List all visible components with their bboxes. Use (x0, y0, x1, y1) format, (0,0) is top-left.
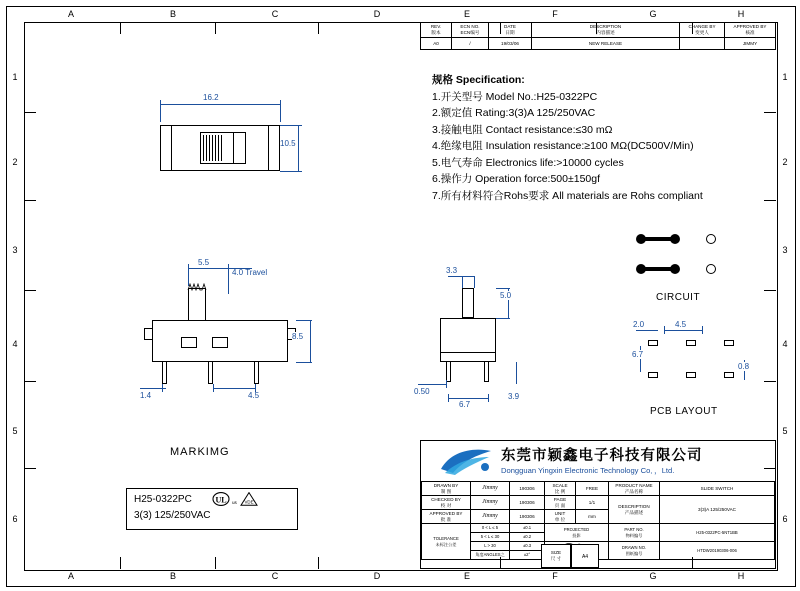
table-row (421, 38, 776, 50)
rev-cell-desc: NEW RELEASE (532, 38, 680, 50)
col-header-g-bottom: G (649, 571, 657, 581)
col-header-b: B (169, 9, 176, 19)
col-header-h: H (737, 9, 745, 19)
svg-text:VDE: VDE (244, 499, 254, 505)
pcb-pad-1 (648, 340, 658, 346)
col-header-g: G (649, 9, 657, 19)
side-view-terminal-2 (484, 362, 489, 382)
front-view-ear-left (144, 328, 152, 340)
side-view-dim-5-0: 5.0 (500, 291, 512, 300)
side-view-actuator (462, 288, 474, 318)
front-view-terminal-3 (254, 362, 259, 384)
rev-h-rev: REV. 版本 (421, 23, 452, 38)
col-header-b-bottom: B (169, 571, 176, 581)
tb-part-no-value: H25-0322PC-5NT1BB (660, 524, 775, 542)
pcb-pad-4 (648, 372, 658, 378)
row-header-5: 5 (12, 426, 18, 436)
tb-tol-value-1: ±0.1 (510, 524, 545, 533)
side-view-terminal-1 (446, 362, 451, 382)
rev-h-approved: APPROVED BY 核准 (725, 23, 776, 38)
col-header-e-bottom: E (463, 571, 470, 581)
tb-description-label: DESCRIPTION 产品描述 (609, 496, 660, 524)
spec-item-6: 6.操作力 Operation force:500±150gf (432, 173, 601, 186)
revision-table (420, 22, 776, 50)
pcb-layout-title: PCB LAYOUT (650, 406, 718, 417)
svg-text:us: us (232, 500, 237, 505)
front-view-travel-label: 4.0 Travel (232, 268, 268, 277)
tb-product-name-value: SLIDE SWITCH (660, 482, 775, 496)
side-view-dim-0-50: 0.50 (414, 387, 430, 396)
front-view-window-left (181, 337, 197, 348)
rev-cell-change (680, 38, 725, 50)
pcb-pad-6 (724, 372, 734, 378)
side-view-dim-6-7: 6.7 (459, 400, 471, 409)
row-header-1-right: 1 (782, 72, 788, 82)
tb-approved-by-sig: Jimmy (471, 510, 510, 524)
pcb-pad-3 (724, 340, 734, 346)
front-view-dim-1-4: 1.4 (140, 391, 152, 400)
spec-item-5: 5.电气寿命 Electronics life:>10000 cycles (432, 156, 624, 169)
tb-approved-by-date: 190306 (510, 510, 545, 524)
marking-line-2: 3(3) 125/250VAC (134, 510, 211, 521)
tb-approved-by-label: APPROVED BY 批 准 (422, 510, 471, 524)
spec-item-7: 7.所有材料符合Rohs要求 All materials are Rohs compliant (432, 190, 703, 203)
row-header-5-right: 5 (782, 426, 788, 436)
circuit-contact-open-1 (706, 234, 716, 244)
front-view-terminal-1 (162, 362, 167, 384)
pcb-pad-5 (686, 372, 696, 378)
spec-item-3: 3.接触电阻 Contact resistance:≤30 mΩ (432, 123, 613, 136)
pcb-dim-6-7: 6.7 (632, 350, 644, 359)
tb-tol-range-2: 5 < L ≤ 30 (471, 533, 510, 542)
row-header-3-right: 3 (782, 245, 788, 255)
knurl-icon (187, 283, 209, 291)
row-header-1: 1 (12, 72, 18, 82)
row-header-4-right: 4 (782, 339, 788, 349)
spec-title: 规格 Specification: (432, 74, 525, 86)
tb-drawn-by-sig: Jimmy (471, 482, 510, 496)
tb-size-label: SIZE 尺 寸 (541, 544, 571, 568)
tb-drawn-by-label: DRAWN BY 制 图 (422, 482, 471, 496)
col-header-d: D (373, 9, 381, 19)
col-header-c: C (271, 9, 279, 19)
svg-text:UL: UL (215, 495, 227, 505)
tb-product-name-label: PRODUCT NAME 产品名称 (609, 482, 660, 496)
tb-unit-label: UNIT 单 位 (545, 510, 576, 524)
tb-size-value: A4 (571, 544, 599, 568)
spec-item-1: 1.开关型号 Model No.:H25-0322PC (432, 90, 598, 103)
pcb-dim-2-0: 2.0 (633, 320, 645, 329)
front-view-dim-8-5: 8.5 (292, 332, 304, 341)
row-header-2: 2 (12, 157, 18, 167)
tb-drawing-no-label: DRAWN NO. 图纸编号 (609, 542, 660, 560)
front-view-actuator (188, 288, 206, 320)
tb-projected-label: PROJECTED 投影 (545, 524, 609, 542)
rev-cell-ecn: / (452, 38, 489, 50)
ul-icon (212, 492, 238, 506)
col-header-f: F (552, 9, 558, 19)
company-name-en: Dongguan Yingxin Electronic Technology Co．，Ltd. (501, 466, 675, 475)
row-header-4: 4 (12, 339, 18, 349)
spec-item-4: 4.绝缘电阻 Insulation resistance:≥100 MΩ(DC500V/Min) (432, 140, 694, 153)
front-view-window-right (212, 337, 228, 348)
tb-drawing-no-value: HTDW20190306-006 (660, 542, 775, 560)
spec-item-2: 2.额定值 Rating:3(3)A 125/250VAC (432, 107, 596, 120)
col-header-c-bottom: C (271, 571, 279, 581)
tb-checked-by-label: CHECKED BY 校 对 (422, 496, 471, 510)
company-title-block (420, 440, 776, 569)
col-header-d-bottom: D (373, 571, 381, 581)
front-view-dim-4-5: 4.5 (248, 391, 260, 400)
tb-checked-by-sig: Jimmy (471, 496, 510, 510)
front-view-terminal-2 (208, 362, 213, 384)
rev-cell-approved: JIMMY (725, 38, 776, 50)
col-header-a-bottom: A (67, 571, 74, 581)
tb-tol-value-2: ±0.2 (510, 533, 545, 542)
rev-h-date: DATE 日期 (489, 23, 532, 38)
circuit-contact-filled-2 (670, 234, 680, 244)
tb-part-no-label: PART NO. 物料编号 (609, 524, 660, 542)
company-name-cn: 东莞市颖鑫电子科技有限公司 (501, 448, 703, 464)
side-view-dim-3-9: 3.9 (508, 392, 520, 401)
row-header-6-right: 6 (782, 514, 788, 524)
rev-h-ecn: ECN NO. ECN编号 (452, 23, 489, 38)
tb-tol-value-3: ±0.3 (510, 542, 545, 551)
tb-tolerance-label: TOLERANCE 未标注公差 (422, 524, 471, 560)
side-view-dim-3-3: 3.3 (446, 266, 458, 275)
col-header-a: A (67, 9, 74, 19)
pcb-dim-4-5: 4.5 (675, 320, 687, 329)
marking-line-1: H25-0322PC (134, 494, 192, 505)
col-header-h-bottom: H (737, 571, 745, 581)
row-header-6: 6 (12, 514, 18, 524)
top-view-width-label: 16.2 (203, 93, 219, 102)
row-header-2-right: 2 (782, 157, 788, 167)
company-logo-icon (437, 445, 495, 477)
col-header-f-bottom: F (552, 571, 558, 581)
tb-unit-value: mm (576, 510, 609, 524)
circuit-contact-filled-4 (670, 264, 680, 274)
tb-scale-value: FREE (576, 482, 609, 496)
company-header (421, 441, 775, 482)
side-view-body (440, 318, 496, 362)
tb-tol-value-4: ±2° (510, 551, 545, 560)
rev-cell-date: 19/03/06 (489, 38, 532, 50)
tb-description-value: 3(3)A 125/250VAC (660, 496, 775, 524)
col-header-e: E (463, 9, 470, 19)
specification-block (432, 72, 772, 205)
tb-tol-range-3: L > 30 (471, 542, 510, 551)
rev-h-change: CHANGE BY 变更人 (680, 23, 725, 38)
tb-tol-range-1: 0 < L ≤ 5 (471, 524, 510, 533)
circuit-contact-open-2 (706, 264, 716, 274)
tb-checked-by-date: 190306 (510, 496, 545, 510)
tb-page-value: 1/1 (576, 496, 609, 510)
rev-cell-rev: A0 (421, 38, 452, 50)
tb-drawn-by-date: 190306 (510, 482, 545, 496)
front-view-dim-5-5: 5.5 (198, 258, 210, 267)
row-header-3: 3 (12, 245, 18, 255)
vde-icon (240, 492, 258, 506)
tb-scale-label: SCALE 比 例 (545, 482, 576, 496)
tb-tol-range-4: 角度ANGLES之 (471, 551, 510, 560)
circuit-title: CIRCUIT (656, 292, 701, 303)
top-view-height-label: 10.5 (280, 139, 296, 148)
pcb-pad-2 (686, 340, 696, 346)
tb-page-label: PAGE 页 面 (545, 496, 576, 510)
rev-h-desc: DESCRIPTION 内容描述 (532, 23, 680, 38)
marking-title: MARKIMG (170, 446, 230, 458)
pcb-dim-0-8: 0.8 (738, 362, 750, 371)
